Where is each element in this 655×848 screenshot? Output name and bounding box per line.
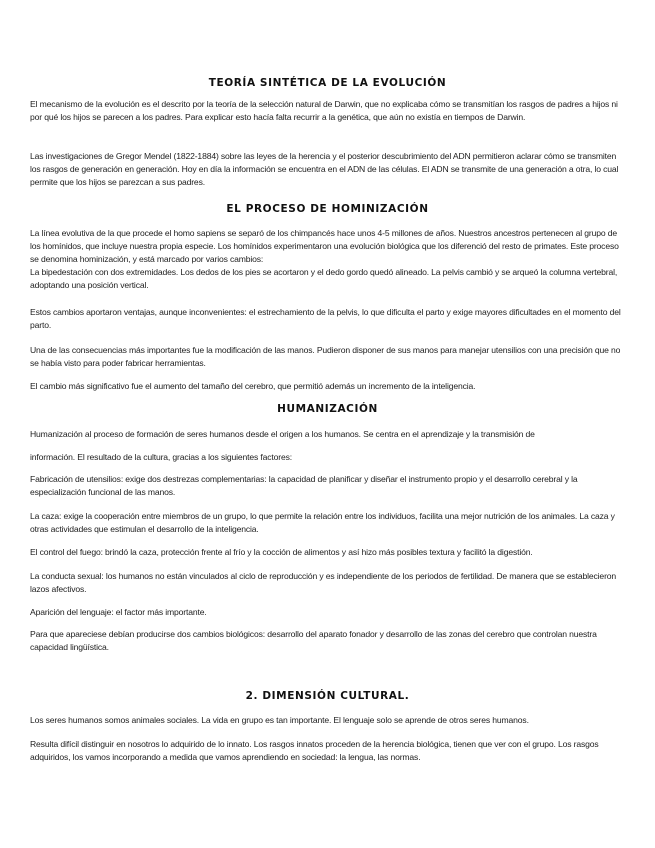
- paragraph: El mecanismo de la evolución es el descrito por la teoría de la selección natural de Darwin, que no explicaba cómo se transmitían los rasgos de padres a hijos ni por qué los hijos se parecen a los padres. Para explicar esto hacía falta recurrir a la genética, que aún no existía en tiempos de Darwin.: [30, 99, 618, 123]
- paragraph: Aparición del lenguaje: el factor más importante.: [30, 607, 207, 617]
- paragraph: Para que apareciese debían producirse dos cambios biológicos: desarrollo del aparato fonador y desarrollo de las zonas del cerebro que controlan nuestra capacidad lingüística.: [30, 629, 597, 653]
- paragraph: Fabricación de utensilios: exige dos destrezas complementarias: la capacidad de planificar y diseñar el instrumento propio y el desarrollo cerebral y la especialización funcional de las manos.: [30, 474, 578, 498]
- section-title-dimension-cultural: 2. DIMENSIÓN CULTURAL.: [245, 690, 410, 702]
- section-title-teoria-sintetica: TEORÍA SINTÉTICA DE LA EVOLUCIÓN: [208, 77, 447, 89]
- section-title-humanizacion: HUMANIZACIÓN: [277, 403, 378, 415]
- paragraph: Estos cambios aportaron ventajas, aunque inconvenientes: el estrechamiento de la pelvis, lo que dificulta el parto y exige mayores dificultades en el momento del parto.: [30, 307, 621, 331]
- paragraph: La conducta sexual: los humanos no están vinculados al ciclo de reproducción y es independiente de los periodos de fertilidad. De manera que se establecieron lazos afectivos.: [30, 571, 617, 595]
- section-title-proceso-hominizacion: EL PROCESO DE HOMINIZACIÓN: [226, 203, 429, 215]
- paragraph: información. El resultado de la cultura, gracias a los siguientes factores:: [30, 452, 292, 462]
- paragraph: La línea evolutiva de la que procede el homo sapiens se separó de los chimpancés hace unos 4-5 millones de años. Nuestros ancestros pertenecen al grupo de los homínidos, que incluye nuestra propia especie. Los homínidos experimentaron una evolución biológica que los diferenció del resto de primates. Este proceso se denomina hominización, y está marcado por varios cambios:: [30, 228, 619, 265]
- paragraph: La bipedestación con dos extremidades. Los dedos de los pies se acortaron y el dedo gordo quedó alineado. La pelvis cambió y se arqueó la columna vertebral, adoptando una posición vertical.: [30, 267, 618, 291]
- paragraph: Los seres humanos somos animales sociales. La vida en grupo es tan importante. El lenguaje solo se aprende de otros seres humanos.: [30, 715, 529, 725]
- paragraph: Resulta difícil distinguir en nosotros lo adquirido de lo innato. Los rasgos innatos proceden de la herencia biológica, tienen que ver con el grupo. Los rasgos adquiridos, los vamos incorporando a medida que vamos aprendiendo en sociedad: la lengua, las normas.: [30, 739, 599, 763]
- paragraph: El control del fuego: brindó la caza, protección frente al frío y la cocción de alimentos y así hizo más posibles textura y facilitó la digestión.: [30, 547, 533, 557]
- paragraph: Humanización al proceso de formación de seres humanos desde el origen a los humanos. Se centra en el aprendizaje y la transmisión de: [30, 429, 535, 439]
- paragraph: Una de las consecuencias más importantes fue la modificación de las manos. Pudieron disponer de sus manos para manejar utensilios con una precisión que no se había visto para poder fabricar herramientas.: [30, 345, 621, 369]
- paragraph: El cambio más significativo fue el aumento del tamaño del cerebro, que permitió además un incremento de la inteligencia.: [30, 381, 476, 391]
- paragraph: La caza: exige la cooperación entre miembros de un grupo, lo que permite la relación entre los individuos, facilita una mejor nutrición de los animales. La caza y otras actividades que estimulan el desarrollo de la inteligencia.: [30, 511, 615, 535]
- paragraph: Las investigaciones de Gregor Mendel (1822-1884) sobre las leyes de la herencia y el posterior descubrimiento del ADN permitieron aclarar cómo se transmiten los rasgos de generación en generación. Hoy en día la información se encuentra en el ADN de las células. El ADN se transmite de una generación a otra, lo cual permite que los hijos se parezcan a sus padres.: [30, 151, 619, 188]
